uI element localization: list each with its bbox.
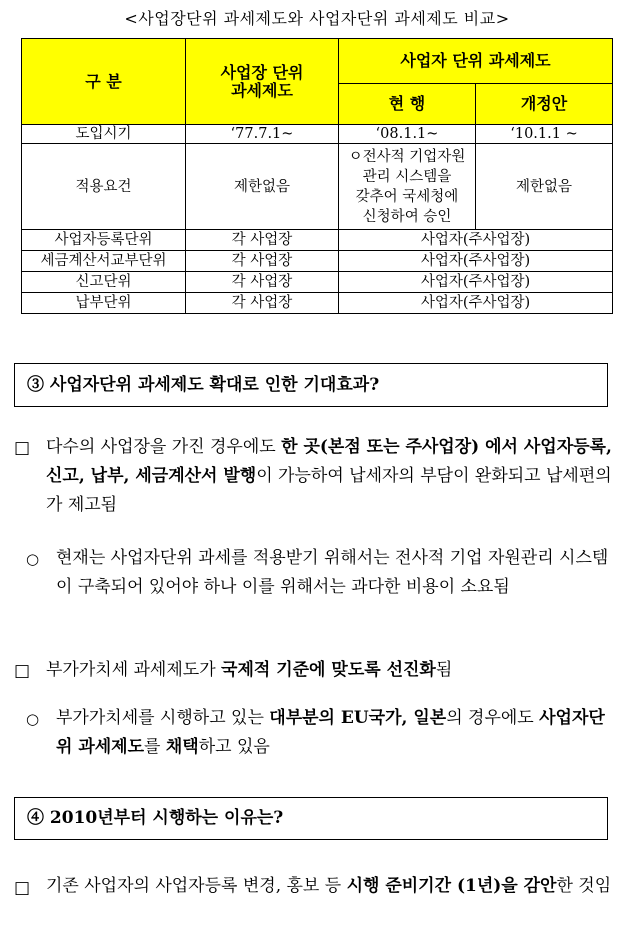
- square-bullet-icon: □: [14, 661, 31, 681]
- req-line: 관리 시스템을: [362, 168, 452, 185]
- bullet-eu-japan: 부가가치세를 시행하고 있는 대부분의 EU국가, 일본의 경우에도 사업자단위 과세제도를 채택하고 있음: [56, 708, 605, 757]
- square-bullet-icon: □: [14, 878, 31, 898]
- cell: 세금계산서교부단위: [22, 251, 186, 272]
- table-caption: <사업장단위 과세제도와 사업자단위 과세제도 비교>: [124, 9, 510, 28]
- cell: 각 사업장: [186, 230, 339, 251]
- comparison-table: [21, 38, 613, 314]
- section-4-heading: ④ 2010년부터 시행하는 이유는?: [14, 797, 608, 840]
- cell: 제한없음: [476, 144, 613, 230]
- cell: 납부단위: [22, 293, 186, 314]
- cell: 각 사업장: [186, 293, 339, 314]
- bullet-erp-cost: 현재는 사업자단위 과세를 적용받기 위해서는 전사적 기업 자원관리 시스템이 구축되어 있어야 하나 이를 위해서는 과다한 비용이 소요됨: [56, 548, 609, 597]
- table-row: [22, 144, 613, 230]
- circle-bullet-icon: ○: [26, 710, 40, 728]
- cell-requirements: [339, 144, 476, 230]
- cell: 제한없음: [186, 144, 339, 230]
- cell: ‘08.1.1~: [339, 125, 476, 144]
- cell: 사업자(주사업장): [339, 272, 613, 293]
- table-row: [22, 230, 613, 251]
- section-3-heading: ③ 사업자단위 과세제도 확대로 인한 기대효과?: [14, 363, 608, 407]
- circle-bullet-icon: ○: [26, 550, 40, 568]
- cell: 적용요건: [22, 144, 186, 230]
- cell: ‘10.1.1 ~: [476, 125, 613, 144]
- header-business-unit: 사업자 단위 과세제도: [339, 39, 613, 84]
- table-row: [22, 293, 613, 314]
- paragraph-reason-2010: 기존 사업자의 사업자등록 변경, 홍보 등 시행 준비기간 (1년)을 감안한 것임: [46, 876, 612, 896]
- paragraph-international-standard: 부가가치세 과세제도가 국제적 기준에 맞도록 선진화됨: [46, 660, 453, 680]
- header-workplace-unit: [186, 39, 339, 125]
- header-workplace-line1: 사업장 단위: [220, 62, 304, 82]
- header-category: 구 분: [22, 39, 186, 125]
- cell: 사업자(주사업장): [339, 230, 613, 251]
- cell: 사업자등록단위: [22, 230, 186, 251]
- table-row: [22, 272, 613, 293]
- cell: 사업자(주사업장): [339, 293, 613, 314]
- header-workplace-line2: 과세제도: [231, 80, 293, 100]
- req-line: 신청하여 승인: [362, 208, 452, 225]
- header-current: 현 행: [339, 84, 476, 125]
- paragraph-expected-effect: 다수의 사업장을 가진 경우에도 한 곳(본점 또는 주사업장) 에서 사업자등록, 신고, 납부, 세금계산서 발행이 가능하여 납세자의 부담이 완화되고 납세편의가 제고됨: [46, 437, 612, 515]
- table-row: [22, 251, 613, 272]
- cell: 사업자(주사업장): [339, 251, 613, 272]
- cell: 각 사업장: [186, 251, 339, 272]
- cell: 도입시기: [22, 125, 186, 144]
- req-line: ㅇ전사적 기업자원: [348, 148, 466, 165]
- table-row: [22, 125, 613, 144]
- header-revised: 개정안: [476, 84, 613, 125]
- cell: 신고단위: [22, 272, 186, 293]
- req-line: 갖추어 국세청에: [355, 188, 459, 205]
- cell: 각 사업장: [186, 272, 339, 293]
- square-bullet-icon: □: [14, 438, 31, 458]
- cell: ‘77.7.1~: [186, 125, 339, 144]
